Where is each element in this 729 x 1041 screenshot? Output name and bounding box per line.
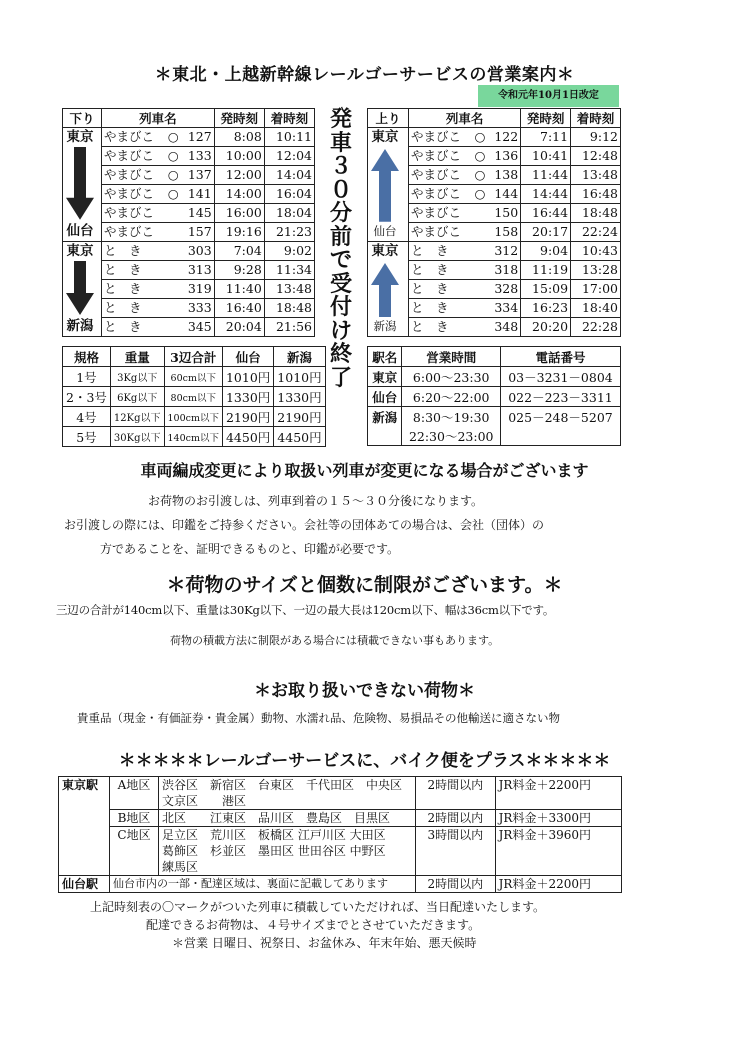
notice-line-2: お引渡しの際には、印鑑をご持参ください。会社等の団体あての場合は、会社（団体）の xyxy=(64,518,545,532)
station-label-bottom: 新潟 xyxy=(368,318,402,335)
note-char: 付 xyxy=(329,294,352,320)
station-label-top: 東京 xyxy=(368,129,402,146)
train-name: と き xyxy=(409,298,473,317)
depart-time: 9:28 xyxy=(214,260,264,279)
table-row xyxy=(368,241,621,260)
arrow-down-icon xyxy=(63,261,97,315)
same-day-mark xyxy=(472,203,487,222)
fee-niigata: 1010円 xyxy=(274,367,325,387)
business-hours: 6:20～22:00 xyxy=(402,387,501,407)
train-name: やまびこ xyxy=(102,165,166,184)
train-name: と き xyxy=(409,317,473,336)
ward-line: 文京区 港区 xyxy=(162,794,247,808)
train-number: 141 xyxy=(181,184,214,203)
down-timetable xyxy=(62,108,315,337)
table-row xyxy=(368,128,621,147)
dimension-limit: 80cm以下 xyxy=(164,387,222,407)
station-label-top: 東京 xyxy=(63,129,97,146)
train-name: やまびこ xyxy=(102,203,166,222)
header-arrive: 着時刻 xyxy=(571,109,621,128)
same-day-mark: ○ xyxy=(474,167,486,183)
note-char: 発 xyxy=(329,106,352,132)
header-arrive: 着時刻 xyxy=(264,109,314,128)
table-row xyxy=(63,241,315,260)
station-name: 仙台 xyxy=(368,387,402,407)
train-number: 348 xyxy=(487,317,520,336)
weight-limit: 12Kg以下 xyxy=(110,407,164,427)
depart-time: 16:40 xyxy=(214,298,264,317)
same-day-mark xyxy=(166,279,181,298)
table-row xyxy=(59,810,622,827)
ward-list xyxy=(159,827,416,876)
origin-station: 仙台駅 xyxy=(59,876,110,893)
table-row xyxy=(59,827,622,876)
table-row xyxy=(368,387,621,407)
arrow-down-icon xyxy=(63,147,97,220)
same-day-mark xyxy=(472,298,487,317)
note-char: ０ xyxy=(329,176,352,203)
train-name: やまびこ xyxy=(409,165,473,184)
train-name: やまびこ xyxy=(102,128,166,147)
direction-cell xyxy=(63,128,102,242)
reception-deadline-note xyxy=(327,108,355,390)
fee-sendai: 1010円 xyxy=(222,367,273,387)
same-day-mark: ○ xyxy=(167,186,179,202)
fee-header: 3辺合計 xyxy=(164,347,222,367)
delivery-fee: JR料金＋3960円 xyxy=(495,827,621,876)
footer-line-1: 上記時刻表の〇マークがついた列車に積載していただければ、当日配達いたします。 xyxy=(90,900,546,914)
arrive-time: 18:48 xyxy=(264,298,314,317)
fee-sendai: 4450円 xyxy=(222,427,273,447)
ward-list: 仙台市内の一部・配達区域は、裏面に記載してあります xyxy=(110,876,416,893)
table-row xyxy=(63,367,326,387)
arrive-time: 18:04 xyxy=(264,203,314,222)
station-label-top: 東京 xyxy=(63,243,97,260)
business-hours: 6:00～23:30 xyxy=(402,367,501,387)
arrive-time: 14:04 xyxy=(264,165,314,184)
station-name: 新潟 xyxy=(368,407,402,427)
table-row xyxy=(63,427,326,447)
header-direction: 下り xyxy=(63,109,102,128)
delivery-time: 3時間以内 xyxy=(416,827,496,876)
same-day-mark xyxy=(166,241,181,260)
train-name: やまびこ xyxy=(409,146,473,165)
depart-time: 19:16 xyxy=(214,222,264,241)
train-name: やまびこ xyxy=(102,222,166,241)
train-name: と き xyxy=(102,317,166,336)
table-row xyxy=(368,367,621,387)
area-label: C地区 xyxy=(110,827,159,876)
train-number: 138 xyxy=(487,165,520,184)
train-number: 312 xyxy=(487,241,520,260)
ward-line: 北区 江東区 品川区 豊島区 目黒区 xyxy=(162,811,391,825)
area-label: A地区 xyxy=(110,777,159,810)
header-depart: 発時刻 xyxy=(214,109,264,128)
same-day-mark xyxy=(472,279,487,298)
dimension-limit: 60cm以下 xyxy=(164,367,222,387)
ward-line: 足立区 荒川区 板橋区 江戸川区 大田区 xyxy=(162,828,386,842)
footer-line-3: ＊営業 日曜日、祝祭日、お盆休み、年末年始、悪天候時 xyxy=(172,936,477,950)
same-day-mark: ○ xyxy=(474,129,486,145)
depart-time: 12:00 xyxy=(214,165,264,184)
weight-limit: 3Kg以下 xyxy=(110,367,164,387)
phone-number: 025－248－5207 xyxy=(500,407,620,427)
table-row xyxy=(63,407,326,427)
train-number: 145 xyxy=(181,203,214,222)
header-train-name: 列車名 xyxy=(409,109,521,128)
same-day-mark xyxy=(472,222,487,241)
fee-header: 仙台 xyxy=(222,347,273,367)
arrive-time: 9:02 xyxy=(264,241,314,260)
bike-heading: ＊＊＊＊＊レールゴーサービスに、バイク便をプラス＊＊＊＊＊ xyxy=(118,751,611,771)
train-number: 157 xyxy=(181,222,214,241)
notice-line-3: 方であることを、証明できるものと、印鑑が必要です。 xyxy=(100,542,400,556)
depart-time: 11:44 xyxy=(521,165,571,184)
same-day-mark: ○ xyxy=(167,148,179,164)
note-char: 受 xyxy=(329,270,352,297)
depart-time: 20:04 xyxy=(214,317,264,336)
train-number: 133 xyxy=(181,146,214,165)
depart-time: 7:04 xyxy=(214,241,264,260)
train-name: と き xyxy=(102,260,166,279)
depart-time: 16:00 xyxy=(214,203,264,222)
note-char: ３ xyxy=(329,153,352,179)
prohibited-items-text: 貴重品（現金・有価証券・貴金属）動物、水濡れ品、危険物、易損品その他輸送に適さない物 xyxy=(77,711,560,725)
delivery-fee: JR料金＋3300円 xyxy=(495,810,621,827)
arrive-time: 13:28 xyxy=(571,260,621,279)
table-row xyxy=(59,777,622,810)
depart-time: 14:00 xyxy=(214,184,264,203)
depart-time: 7:11 xyxy=(521,128,571,147)
train-number: 345 xyxy=(181,317,214,336)
depart-time: 9:04 xyxy=(521,241,571,260)
train-number: 122 xyxy=(487,128,520,147)
arrow-up-icon xyxy=(368,149,402,222)
depart-time: 11:40 xyxy=(214,279,264,298)
table-row xyxy=(59,876,622,893)
size-class: 1号 xyxy=(63,367,111,387)
train-number: 334 xyxy=(487,298,520,317)
arrive-time: 13:48 xyxy=(571,165,621,184)
notice-heading: 車両編成変更により取扱い列車が変更になる場合がございます xyxy=(140,461,589,480)
same-day-mark xyxy=(166,203,181,222)
ward-line: 葛飾区 杉並区 墨田区 世田谷区 中野区 xyxy=(162,844,386,858)
train-number: 328 xyxy=(487,279,520,298)
train-number: 158 xyxy=(487,222,520,241)
table-row xyxy=(368,407,621,427)
station-name xyxy=(368,426,402,446)
area-label: B地区 xyxy=(110,810,159,827)
notice-line-1: お荷物のお引渡しは、列車到着の１５～３０分後になります。 xyxy=(148,494,484,508)
bike-delivery-table xyxy=(58,776,622,893)
size-heading: ＊荷物のサイズと個数に制限がございます。＊ xyxy=(166,574,563,596)
same-day-mark: ○ xyxy=(474,186,486,202)
header-depart: 発時刻 xyxy=(521,109,571,128)
train-name: やまびこ xyxy=(409,128,473,147)
station-label-bottom: 仙台 xyxy=(63,223,97,240)
arrive-time: 12:48 xyxy=(571,146,621,165)
same-day-mark xyxy=(166,222,181,241)
train-number: 313 xyxy=(181,260,214,279)
train-number: 127 xyxy=(181,128,214,147)
weight-limit: 6Kg以下 xyxy=(110,387,164,407)
note-char: 分 xyxy=(329,200,352,226)
depart-time: 16:44 xyxy=(521,203,571,222)
arrive-time: 17:00 xyxy=(571,279,621,298)
delivery-fee: JR料金＋2200円 xyxy=(495,876,621,893)
delivery-time: 2時間以内 xyxy=(416,876,496,893)
table-row xyxy=(63,387,326,407)
arrive-time: 22:24 xyxy=(571,222,621,241)
note-char: 終 xyxy=(329,341,352,367)
delivery-time: 2時間以内 xyxy=(416,810,496,827)
header-direction: 上り xyxy=(368,109,409,128)
arrive-time: 18:48 xyxy=(571,203,621,222)
prohibited-heading: ＊お取り扱いできない荷物＊ xyxy=(254,681,475,701)
station-header: 電話番号 xyxy=(500,347,620,367)
same-day-mark xyxy=(472,317,487,336)
arrive-time: 9:12 xyxy=(571,128,621,147)
arrive-time: 11:34 xyxy=(264,260,314,279)
train-name: と き xyxy=(102,241,166,260)
train-number: 303 xyxy=(181,241,214,260)
table-row xyxy=(368,426,621,446)
arrive-time: 16:48 xyxy=(571,184,621,203)
fee-sendai: 2190円 xyxy=(222,407,273,427)
depart-time: 20:20 xyxy=(521,317,571,336)
ward-list xyxy=(159,777,416,810)
depart-time: 15:09 xyxy=(521,279,571,298)
station-label-top: 東京 xyxy=(368,243,402,260)
direction-cell xyxy=(63,241,102,336)
ward-line: 練馬区 xyxy=(162,860,199,874)
direction-cell xyxy=(368,128,409,242)
same-day-mark: ○ xyxy=(474,148,486,164)
arrive-time: 21:56 xyxy=(264,317,314,336)
note-char: 了 xyxy=(329,364,352,391)
train-number: 144 xyxy=(487,184,520,203)
fee-niigata: 4450円 xyxy=(274,427,325,447)
phone-number: 022－223－3311 xyxy=(500,387,620,407)
ward-list xyxy=(159,810,416,827)
delivery-time: 2時間以内 xyxy=(416,777,496,810)
header-train-name: 列車名 xyxy=(102,109,215,128)
depart-time: 8:08 xyxy=(214,128,264,147)
same-day-mark xyxy=(472,241,487,260)
ward-line: 渋谷区 新宿区 台東区 千代田区 中央区 xyxy=(162,778,403,792)
business-hours: 8:30～19:30 xyxy=(402,407,501,427)
origin-station: 東京駅 xyxy=(59,777,110,876)
arrive-time: 12:04 xyxy=(264,146,314,165)
station-label-bottom: 仙台 xyxy=(368,223,402,240)
train-name: と き xyxy=(409,260,473,279)
note-char: で xyxy=(329,247,352,273)
fee-niigata: 1330円 xyxy=(274,387,325,407)
station-header: 駅名 xyxy=(368,347,402,367)
train-name: やまびこ xyxy=(102,146,166,165)
same-day-mark: ○ xyxy=(167,167,179,183)
depart-time: 16:23 xyxy=(521,298,571,317)
note-char: 前 xyxy=(329,223,352,250)
arrive-time: 16:04 xyxy=(264,184,314,203)
train-number: 318 xyxy=(487,260,520,279)
arrow-up-icon xyxy=(368,263,402,317)
fee-niigata: 2190円 xyxy=(274,407,325,427)
fee-table xyxy=(62,346,326,447)
train-number: 136 xyxy=(487,146,520,165)
delivery-fee: JR料金＋2200円 xyxy=(495,777,621,810)
size-limit-text: 三辺の合計が140cm以下、重量は30Kg以下、一辺の最大長は120cm以下、幅は36cm以下です。 xyxy=(56,603,555,617)
arrive-time: 10:43 xyxy=(571,241,621,260)
note-char: 車 xyxy=(329,129,352,156)
train-name: やまびこ xyxy=(409,203,473,222)
size-class: 2・3号 xyxy=(63,387,111,407)
arrive-time: 10:11 xyxy=(264,128,314,147)
note-char: け xyxy=(329,317,352,344)
same-day-mark xyxy=(166,298,181,317)
fee-header: 規格 xyxy=(63,347,111,367)
depart-time: 10:00 xyxy=(214,146,264,165)
arrive-time: 18:40 xyxy=(571,298,621,317)
train-number: 150 xyxy=(487,203,520,222)
same-day-mark xyxy=(166,260,181,279)
station-label-bottom: 新潟 xyxy=(63,318,97,335)
depart-time: 11:19 xyxy=(521,260,571,279)
depart-time: 10:41 xyxy=(521,146,571,165)
train-number: 319 xyxy=(181,279,214,298)
loading-limit-text: 荷物の積載方法に制限がある場合には積載できない事もあります。 xyxy=(170,634,500,647)
size-class: 4号 xyxy=(63,407,111,427)
train-name: と き xyxy=(409,241,473,260)
revised-date-badge: 令和元年10月1日改定 xyxy=(478,85,619,107)
business-hours: 22:30～23:00 xyxy=(402,426,501,446)
dimension-limit: 140cm以下 xyxy=(164,427,222,447)
direction-cell xyxy=(368,241,409,336)
depart-time: 20:17 xyxy=(521,222,571,241)
phone-number xyxy=(500,426,620,446)
same-day-mark: ○ xyxy=(167,129,179,145)
table-row xyxy=(63,128,315,147)
train-name: やまびこ xyxy=(409,222,473,241)
station-hours-table xyxy=(367,346,621,446)
fee-header: 新潟 xyxy=(274,347,325,367)
fee-header: 重量 xyxy=(110,347,164,367)
up-timetable xyxy=(367,108,621,337)
fee-sendai: 1330円 xyxy=(222,387,273,407)
train-name: やまびこ xyxy=(102,184,166,203)
train-name: と き xyxy=(409,279,473,298)
size-class: 5号 xyxy=(63,427,111,447)
footer-line-2: 配達できるお荷物は、４号サイズまでとさせていただきます。 xyxy=(146,918,481,932)
train-name: やまびこ xyxy=(409,184,473,203)
page-title: ＊東北・上越新幹線レールゴーサービスの営業案内＊ xyxy=(154,65,575,85)
station-header: 営業時間 xyxy=(402,347,501,367)
arrive-time: 13:48 xyxy=(264,279,314,298)
arrive-time: 22:28 xyxy=(571,317,621,336)
train-name: と き xyxy=(102,298,166,317)
same-day-mark xyxy=(472,260,487,279)
train-name: と き xyxy=(102,279,166,298)
station-name: 東京 xyxy=(368,367,402,387)
same-day-mark xyxy=(166,317,181,336)
train-number: 137 xyxy=(181,165,214,184)
weight-limit: 30Kg以下 xyxy=(110,427,164,447)
dimension-limit: 100cm以下 xyxy=(164,407,222,427)
arrive-time: 21:23 xyxy=(264,222,314,241)
depart-time: 14:44 xyxy=(521,184,571,203)
phone-number: 03－3231－0804 xyxy=(500,367,620,387)
train-number: 333 xyxy=(181,298,214,317)
